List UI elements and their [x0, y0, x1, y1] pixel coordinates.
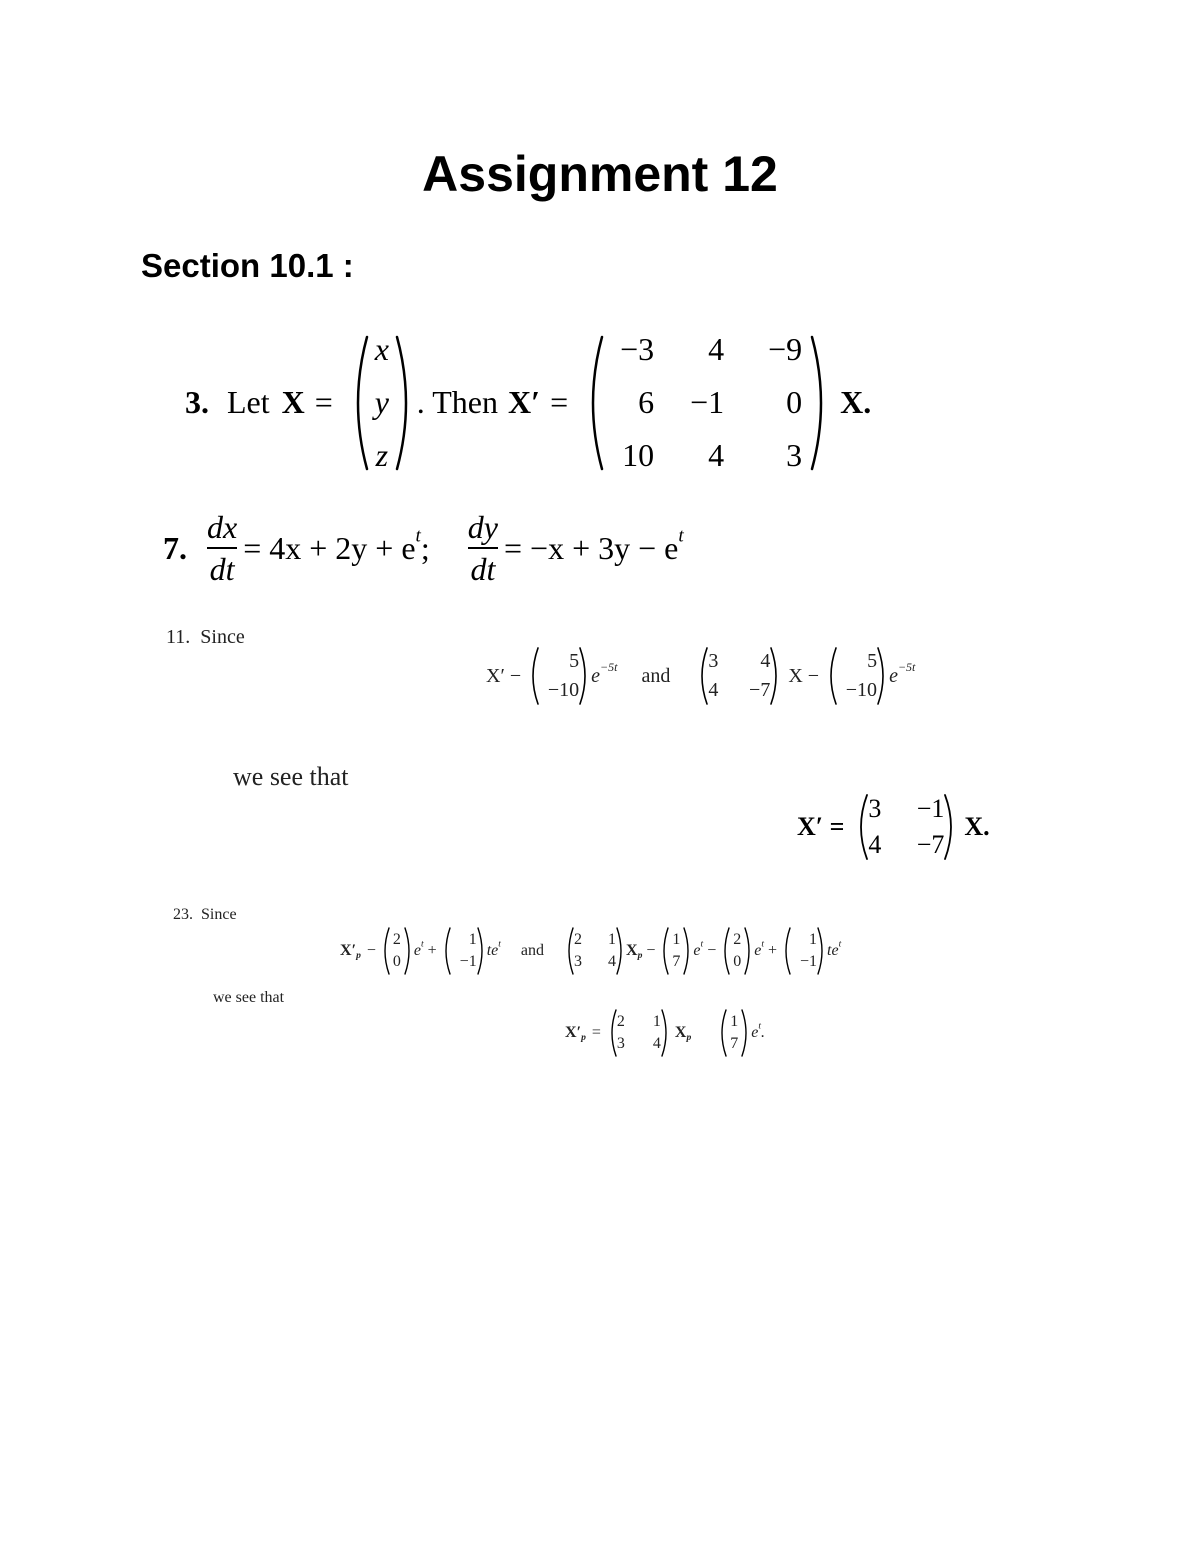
- problem-11-result: [797, 792, 990, 862]
- vector-entry: 7: [672, 953, 681, 970]
- xp: $X_p$: [674, 1024, 692, 1043]
- operator: −: [646, 942, 656, 959]
- coefficient-matrix: [582, 331, 832, 474]
- mid-term: X −: [788, 664, 820, 687]
- vector-entry: y: [374, 384, 389, 420]
- right-paren: [579, 646, 591, 706]
- right-paren: [810, 333, 832, 473]
- problem-23-result: [565, 1006, 765, 1060]
- vector-entry: 7: [730, 1035, 739, 1052]
- fraction-dx-dt: [207, 511, 237, 585]
- since-text: Since: [201, 906, 237, 923]
- denominator: dt: [470, 551, 496, 587]
- vector-5-neg10: [527, 646, 591, 706]
- matrix-entry: 10: [622, 437, 655, 473]
- rhs-x: = $4x + 2y + e^t$: [243, 525, 421, 566]
- right-paren: [741, 1008, 751, 1058]
- vector-entry: −1: [800, 953, 818, 970]
- equals-sign: =: [550, 384, 569, 420]
- numerator: dy: [467, 509, 498, 545]
- vector-entry: −10: [547, 679, 580, 701]
- result-matrix: [607, 1008, 671, 1058]
- matrix-entry: 4: [868, 830, 882, 859]
- operator: −: [366, 942, 376, 959]
- left-paren: [564, 926, 574, 976]
- vector-symbol: X: [281, 384, 305, 420]
- result-vector: [717, 1008, 751, 1058]
- and-text: and: [520, 942, 545, 959]
- right-paren: [877, 646, 889, 706]
- matrix-entry: −1: [916, 794, 945, 823]
- result-end: X.: [964, 812, 990, 841]
- left-paren: [825, 646, 837, 706]
- right-paren: [661, 1008, 671, 1058]
- let-text: Let: [227, 384, 270, 420]
- vector-1-neg1: [781, 926, 827, 976]
- matrix-entry: −3: [620, 331, 655, 367]
- xp-prime: $X'_p$: [340, 942, 361, 961]
- problem-number: 3.: [185, 384, 209, 420]
- left-paren: [441, 926, 451, 976]
- left-paren: [380, 926, 390, 976]
- exponential: $e^t$: [693, 938, 704, 959]
- problem-number: 7.: [163, 529, 187, 566]
- problem-number: 23.: [173, 906, 193, 923]
- right-paren: [944, 793, 958, 861]
- since-text: Since: [200, 626, 245, 648]
- result-matrix: [854, 793, 958, 861]
- equals-sign: =: [314, 384, 333, 420]
- left-paren: [696, 646, 708, 706]
- matrix-entry: −7: [749, 679, 771, 701]
- vector-entry: 5: [867, 650, 878, 672]
- vector-entry: z: [375, 437, 389, 473]
- right-paren: [770, 646, 782, 706]
- matrix-entry: 1: [652, 1013, 661, 1030]
- equation-end: X.: [840, 384, 872, 420]
- xp: $X_p$: [626, 942, 643, 961]
- vector-entry: 0: [733, 953, 742, 970]
- vector-entry: 1: [730, 1013, 739, 1030]
- vector-entry: 2: [733, 931, 742, 948]
- matrix-entry: 4: [708, 679, 719, 701]
- vector-entry: x: [374, 331, 389, 367]
- vector-2-0: [720, 926, 754, 976]
- matrix-entry: 4: [652, 1035, 661, 1052]
- fraction-bar: [468, 547, 498, 549]
- vector-entry: 1: [468, 931, 477, 948]
- operator: +: [427, 942, 437, 959]
- xp-prime: $X'_p$: [565, 1024, 586, 1043]
- we-see-that: we see that: [213, 989, 285, 1006]
- te-term: $te^t$: [827, 938, 842, 959]
- vector-entry: 1: [672, 931, 681, 948]
- matrix-entry: 2: [616, 1013, 625, 1030]
- right-paren: [744, 926, 754, 976]
- matrix-entry: 6: [638, 384, 655, 420]
- vector-entry: 2: [392, 931, 401, 948]
- vector-entry: 1: [809, 931, 818, 948]
- rhs-y: = $-x + 3y - e^t$: [503, 525, 684, 566]
- left-paren: [659, 926, 669, 976]
- matrix-entry: 3: [616, 1035, 625, 1052]
- left-paren: [720, 926, 730, 976]
- right-paren: [817, 926, 827, 976]
- right-paren: [616, 926, 626, 976]
- equals-sign: =: [591, 1024, 601, 1041]
- left-paren: [582, 333, 604, 473]
- then-text: . Then: [416, 384, 498, 420]
- left-paren: [607, 1008, 617, 1058]
- fraction-dy-dt: [468, 511, 498, 585]
- we-see-that: we see that: [233, 762, 349, 791]
- matrix-entry: 3: [868, 794, 882, 823]
- matrix-entry: −9: [768, 331, 803, 367]
- vector-5-neg10: [825, 646, 889, 706]
- semicolon: ;: [420, 529, 430, 566]
- matrix-entry: 4: [608, 953, 617, 970]
- left-paren: [527, 646, 539, 706]
- denominator: dt: [209, 551, 235, 587]
- vector-1-neg1: [441, 926, 487, 976]
- lhs: X′ −: [486, 664, 522, 687]
- left-paren: [781, 926, 791, 976]
- exponential: $e^t$.: [751, 1020, 766, 1041]
- problem-23-equation: [340, 924, 841, 978]
- page-title: Assignment 12: [422, 146, 778, 202]
- left-paren: [854, 793, 868, 861]
- problem-7: [163, 508, 684, 588]
- problem-23-label: [173, 906, 237, 924]
- right-paren: [395, 333, 417, 473]
- result-lhs: X′ =: [797, 812, 845, 841]
- matrix-entry: 1: [608, 931, 617, 948]
- matrix-entry: 0: [786, 384, 803, 420]
- matrix-entry: 4: [708, 331, 725, 367]
- right-paren: [404, 926, 414, 976]
- matrix-2x2: [564, 926, 626, 976]
- exponential: $e^t$: [754, 938, 765, 959]
- matrix-entry: −1: [690, 384, 725, 420]
- fraction-bar: [207, 547, 237, 549]
- right-paren: [683, 926, 693, 976]
- problem-11-label: [166, 626, 245, 649]
- vector-1-7: [659, 926, 693, 976]
- vector-entry: −1: [459, 953, 477, 970]
- vector-entry: 0: [392, 953, 401, 970]
- exponential: $e^{-5t}$: [889, 659, 916, 687]
- vector-entry: 5: [569, 650, 580, 672]
- matrix-entry: 3: [574, 953, 583, 970]
- problem-11-equation: [486, 645, 915, 707]
- operator: +: [768, 942, 778, 959]
- problem-number: 11.: [166, 626, 191, 648]
- left-paren: [717, 1008, 727, 1058]
- derivative-symbol: X′: [507, 384, 541, 420]
- matrix-entry: 4: [708, 437, 725, 473]
- problem-3: [185, 330, 871, 475]
- matrix-entry: 2: [574, 931, 583, 948]
- right-paren: [477, 926, 487, 976]
- matrix-entry: 3: [786, 437, 803, 473]
- left-paren: [347, 333, 369, 473]
- vector-2-0: [380, 926, 414, 976]
- matrix-entry: −7: [916, 830, 945, 859]
- te-term: $te^t$: [486, 938, 501, 959]
- numerator: dx: [207, 509, 238, 545]
- matrix-entry: 4: [760, 650, 771, 672]
- exponential: $e^{-5t}$: [591, 659, 618, 687]
- and-text: and: [641, 664, 671, 687]
- operator: −: [707, 942, 717, 959]
- matrix-entry: 3: [708, 650, 719, 672]
- section-heading: Section 10.1 :: [141, 247, 354, 284]
- matrix-2x2: [696, 646, 782, 706]
- column-vector-xyz: [347, 331, 417, 474]
- exponential: $e^t$: [413, 938, 424, 959]
- vector-entry: −10: [845, 679, 878, 701]
